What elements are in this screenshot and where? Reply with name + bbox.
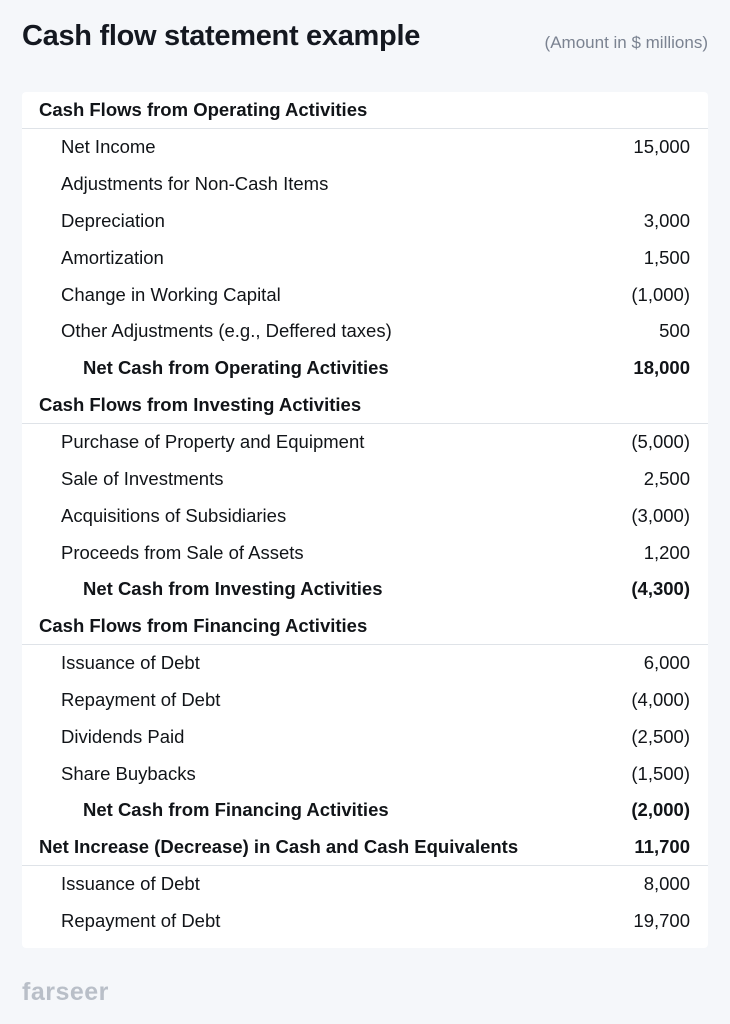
line-item-row	[22, 276, 708, 313]
row-label: Cash Flows from Investing Activities	[39, 393, 362, 415]
row-value: 2,500	[643, 467, 690, 489]
section-header-row	[22, 829, 708, 866]
line-item-row	[22, 866, 708, 903]
row-value: (4,000)	[631, 688, 690, 710]
cash-flow-table	[22, 92, 708, 948]
row-label: Issuance of Debt	[61, 873, 200, 895]
row-label: Net Cash from Financing Activities	[83, 799, 389, 821]
section-header-row	[22, 92, 708, 129]
line-item-row	[22, 239, 708, 276]
row-label: Share Buybacks	[61, 762, 196, 784]
row-label: Net Cash from Investing Activities	[83, 578, 383, 600]
row-value: 500	[659, 320, 690, 342]
line-item-row	[22, 718, 708, 755]
row-label: Proceeds from Sale of Assets	[61, 541, 304, 563]
row-label: Sale of Investments	[61, 467, 224, 489]
section-header-row	[22, 387, 708, 424]
line-item-row	[22, 534, 708, 571]
row-value: (3,000)	[631, 504, 690, 526]
row-label: Acquisitions of Subsidiaries	[61, 504, 287, 526]
row-label: Net Increase (Decrease) in Cash and Cash Equivalents	[39, 835, 519, 857]
row-label: Net Income	[61, 136, 156, 158]
line-item-row	[22, 203, 708, 240]
row-label: Repayment of Debt	[61, 688, 221, 710]
row-label: Amortization	[61, 246, 164, 268]
page-title: Cash flow statement example	[22, 20, 421, 52]
row-label: Cash Flows from Operating Activities	[39, 98, 368, 120]
line-item-row	[22, 313, 708, 350]
row-label: Depreciation	[61, 209, 165, 231]
total-row	[22, 792, 708, 829]
row-value: (2,500)	[631, 725, 690, 747]
line-item-row	[22, 755, 708, 792]
row-value: 19,700	[633, 909, 690, 931]
total-row	[22, 571, 708, 608]
total-row	[22, 350, 708, 387]
row-label: Repayment of Debt	[61, 909, 221, 931]
row-value: (1,000)	[631, 283, 690, 305]
section-header-row	[22, 608, 708, 645]
row-value: 1,500	[643, 246, 690, 268]
row-value: 3,000	[643, 209, 690, 231]
row-value: 1,200	[643, 541, 690, 563]
line-item-row	[22, 424, 708, 461]
line-item-row	[22, 166, 708, 203]
brand-logo: farseer	[22, 978, 109, 1006]
row-label: Cash Flows from Financing Activities	[39, 614, 368, 636]
row-value: 8,000	[643, 873, 690, 895]
row-label: Issuance of Debt	[61, 652, 200, 674]
row-value: 15,000	[633, 136, 690, 158]
row-value: (2,000)	[631, 799, 690, 821]
units-note: (Amount in $ millions)	[544, 33, 708, 52]
row-value: (5,000)	[631, 431, 690, 453]
row-value: (1,500)	[631, 762, 690, 784]
row-value: (4,300)	[631, 578, 690, 600]
row-label: Adjustments for Non-Cash Items	[61, 173, 329, 195]
line-item-row	[22, 645, 708, 682]
row-label: Change in Working Capital	[61, 283, 281, 305]
line-item-row	[22, 497, 708, 534]
line-item-row	[22, 903, 708, 940]
row-label: Net Cash from Operating Activities	[83, 357, 389, 379]
row-label: Purchase of Property and Equipment	[61, 431, 365, 453]
line-item-row	[22, 460, 708, 497]
row-value: 6,000	[643, 652, 690, 674]
row-label: Dividends Paid	[61, 725, 185, 747]
line-item-row	[22, 682, 708, 719]
row-value: 11,700	[634, 835, 690, 857]
line-item-row	[22, 129, 708, 166]
row-value: 18,000	[633, 357, 690, 379]
row-label: Other Adjustments (e.g., Deffered taxes)	[61, 320, 392, 342]
